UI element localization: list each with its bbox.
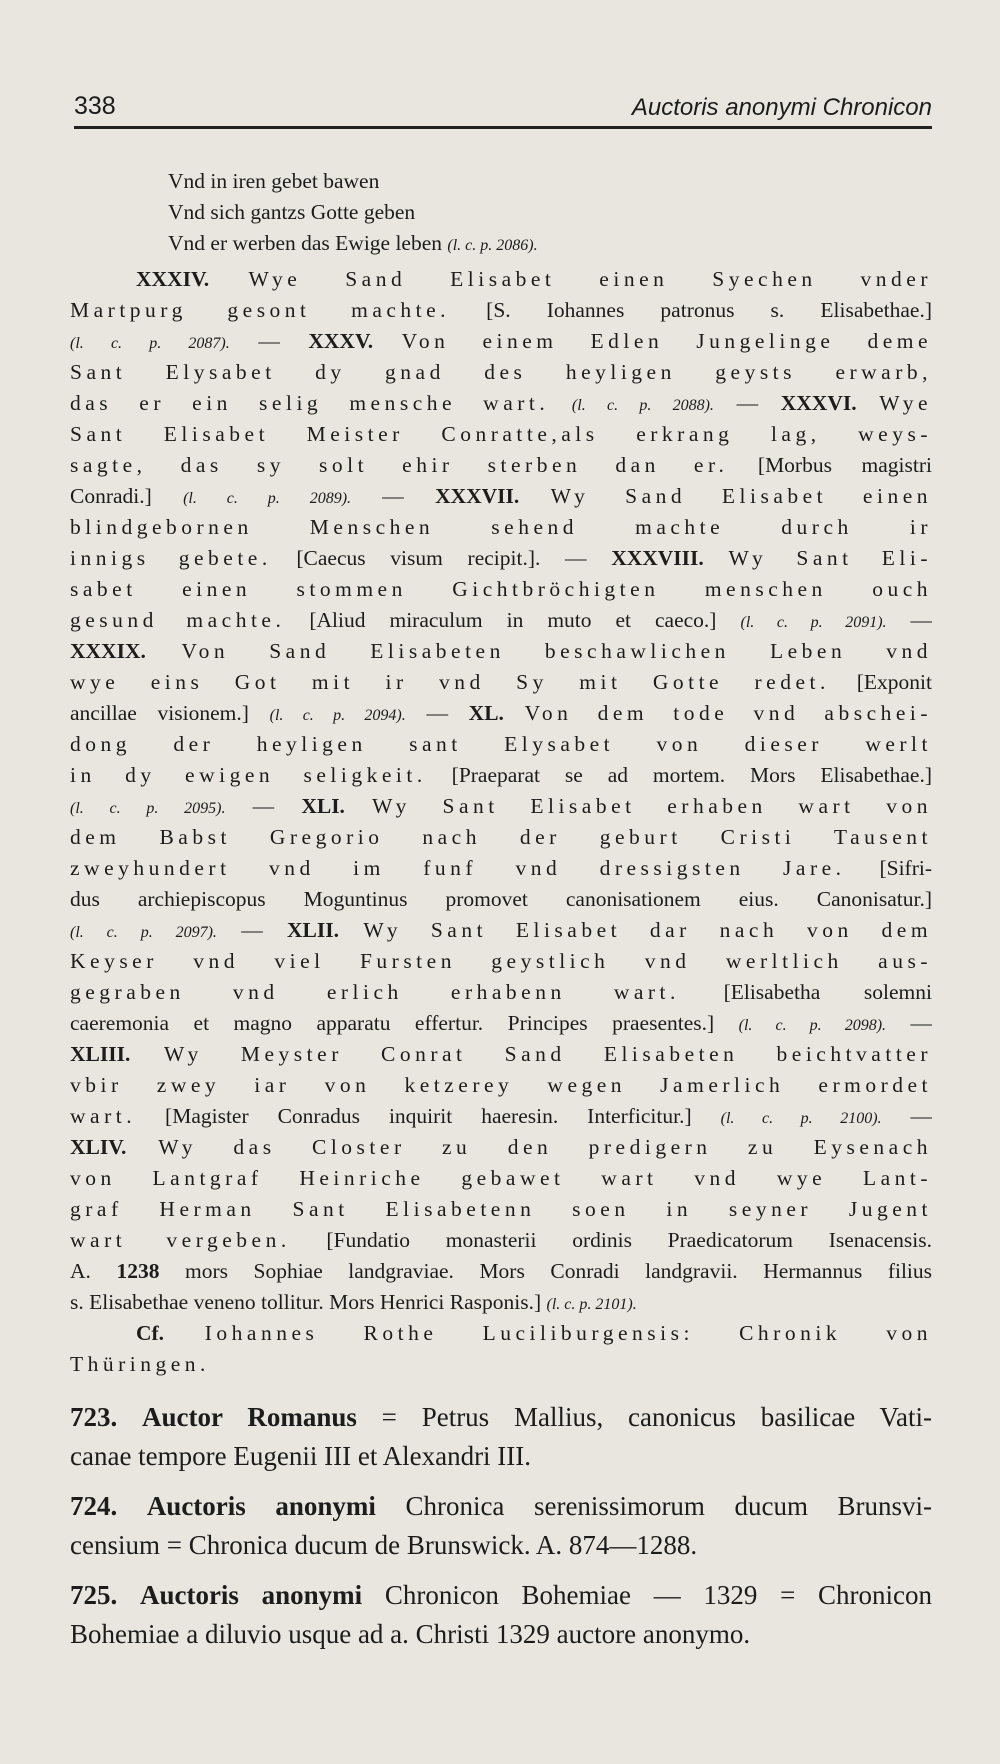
verse-line: Vnd er werben das Ewige leben (l. c. p. 2086). bbox=[168, 231, 538, 255]
text-line: zweyhundert vnd im funf vnd dressigsten Jare. [Sifri- bbox=[70, 856, 932, 880]
entry-head: Auctoris anonymi bbox=[146, 1491, 376, 1521]
chapter-number: XXXVIII. bbox=[611, 546, 704, 570]
latin-note: [Exponit bbox=[856, 670, 932, 694]
text-line: Sant Elisabet Meister Conratte,als erkrang lag, weys- bbox=[70, 422, 932, 446]
text-line: gesund machte. [Aliud miraculum in muto et caeco.] (l. c. p. 2091). — bbox=[70, 608, 932, 632]
page-number: 338 bbox=[74, 92, 116, 120]
entry-724: 724. Auctoris anonymi Chronica serenissimorum ducum Brunsvi- bbox=[70, 1491, 932, 1521]
chapter-number: XXXVII. bbox=[435, 484, 520, 508]
text-line: XXXIV. Wye Sand Elisabet einen Syechen vnder bbox=[136, 267, 932, 291]
latin-note: [Praeparat se ad mortem. Mors Elisabethae.] bbox=[451, 763, 932, 787]
latin-note: [Aliud miraculum in muto et caeco.] bbox=[309, 608, 717, 632]
text-line: (l. c. p. 2095). — XLI. Wy Sant Elisabet erhaben wart von bbox=[70, 794, 932, 818]
entry-725: 725. Auctoris anonymi Chronicon Bohemiae — 1329 = Chronicon bbox=[70, 1580, 932, 1610]
text-line: blindgebornen Menschen sehend machte durch ir bbox=[70, 515, 932, 539]
text-line: caeremonia et magno apparatu effertur. Principes praesentes.] (l. c. p. 2098). — bbox=[70, 1011, 932, 1035]
text-line: (l. c. p. 2087). — XXXV. Von einem Edlen Jungelinge deme bbox=[70, 329, 932, 353]
latin-note: [Morbus magistri bbox=[757, 453, 932, 477]
latin-note: caeremonia et magno apparatu effertur. Principes praesentes.] bbox=[70, 1011, 715, 1035]
text-line: sabet einen stommen Gichtbröchigten menschen ouch bbox=[70, 577, 932, 601]
chapter-number: XLIV. bbox=[70, 1135, 127, 1159]
entry-723-cont: canae tempore Eugenii III et Alexandri III. bbox=[70, 1441, 532, 1471]
entry-725-cont: Bohemiae a diluvio usque ad a. Christi 1329 auctore anonymo. bbox=[70, 1619, 751, 1649]
text-line: von Lantgraf Heinriche gebawet wart vnd wye Lant- bbox=[70, 1166, 932, 1190]
entry-number: 724. bbox=[70, 1491, 118, 1521]
entry-head: Auctor Romanus bbox=[142, 1402, 357, 1432]
chapter-number: XLI. bbox=[301, 794, 345, 818]
text-line: sagte, das sy solt ehir sterben dan er. [Morbus magistri bbox=[70, 453, 932, 477]
text-line: Martpurg gesont machte. [S. Iohannes patronus s. Elisabethae.] bbox=[70, 298, 932, 322]
latin-note: [Fundatio monasterii ordinis Praedicatorum Isenacensis. bbox=[326, 1228, 932, 1252]
text-line: s. Elisabethae veneno tollitur. Mors Henrici Rasponis.] (l. c. p. 2101). bbox=[70, 1290, 637, 1314]
text-line: das er ein selig mensche wart. (l. c. p. 2088). — XXXVI. Wye bbox=[70, 391, 932, 415]
entry-head: Auctoris anonymi bbox=[139, 1580, 363, 1610]
text-line: ancillae visionem.] (l. c. p. 2094). — XL. Von dem tode vnd abschei- bbox=[70, 701, 932, 725]
running-title: Auctoris anonymi Chronicon bbox=[631, 94, 932, 121]
chapter-number: XXXIV. bbox=[136, 267, 210, 291]
chapter-number: XXXIX. bbox=[70, 639, 146, 663]
text-line: XXXIX. Von Sand Elisabeten beschawlichen Leben vnd bbox=[70, 639, 932, 663]
text-line: Conradi.] (l. c. p. 2089). — XXXVII. Wy Sand Elisabet einen bbox=[70, 484, 932, 508]
chapter-number: XXXVI. bbox=[780, 391, 857, 415]
text-line: (l. c. p. 2097). — XLII. Wy Sant Elisabet dar nach von dem bbox=[70, 918, 932, 942]
text-line: graf Herman Sant Elisabetenn soen in seyner Jugent bbox=[70, 1197, 932, 1221]
verse-line: Vnd sich gantzs Gotte geben bbox=[168, 200, 416, 224]
text-line: in dy ewigen seligkeit. [Praeparat se ad mortem. Mors Elisabethae.] bbox=[70, 763, 932, 787]
chapter-number: XLII. bbox=[287, 918, 340, 942]
text-line: Thüringen. bbox=[70, 1352, 210, 1376]
chapter-number: XL. bbox=[468, 701, 504, 725]
entry-number: 725. bbox=[70, 1580, 118, 1610]
text-line: innigs gebete. [Caecus visum recipit.]. — XXXVIII. Wy Sant Eli- bbox=[70, 546, 932, 570]
page-header bbox=[74, 92, 932, 129]
year: 1238 bbox=[116, 1259, 160, 1283]
entry-723: 723. Auctor Romanus = Petrus Mallius, canonicus basilicae Vati- bbox=[70, 1402, 932, 1432]
latin-note: [Magister Conradus inquirit haeresin. Interficitur.] bbox=[165, 1104, 692, 1128]
entry-724-cont: censium = Chronica ducum de Brunswick. A. 874—1288. bbox=[70, 1530, 698, 1560]
text-line: dong der heyligen sant Elysabet von dieser werlt bbox=[70, 732, 932, 756]
verse-line: Vnd in iren gebet bawen bbox=[168, 169, 380, 193]
text-line: A. 1238 mors Sophiae landgraviae. Mors Conradi landgravii. Hermannus filius bbox=[70, 1259, 932, 1283]
latin-note: [S. Iohannes patronus s. Elisabethae.] bbox=[486, 298, 932, 322]
entry-number: 723. bbox=[70, 1402, 118, 1432]
text-line: wart. [Magister Conradus inquirit haeresin. Interficitur.] (l. c. p. 2100). — bbox=[70, 1104, 932, 1128]
text-line: vbir zwey iar von ketzerey wegen Jamerlich ermordet bbox=[70, 1073, 932, 1097]
latin-note: [Caecus visum recipit.]. bbox=[296, 546, 541, 570]
chapter-number: XXXV. bbox=[308, 329, 374, 353]
text-line: wye eins Got mit ir vnd Sy mit Gotte redet. [Exponit bbox=[70, 670, 932, 694]
latin-note: [Elisabetha solemni bbox=[723, 980, 932, 1004]
text-line: gegraben vnd erlich erhabenn wart. [Elisabetha solemni bbox=[70, 980, 932, 1004]
latin-note: [Sifri- bbox=[879, 856, 932, 880]
latin-note: dus archiepiscopus Moguntinus promovet canonisationem eius. Canonisatur.] bbox=[70, 887, 932, 911]
text-line: XLIII. Wy Meyster Conrat Sand Elisabeten beichtvatter bbox=[70, 1042, 932, 1066]
text-line: Keyser vnd viel Fursten geystlich vnd werltlich aus- bbox=[70, 949, 932, 973]
text-line: Cf. Iohannes Rothe Luciliburgensis: Chronik von bbox=[136, 1321, 932, 1345]
cf-label: Cf. bbox=[136, 1321, 165, 1345]
page-reference: (l. c. p. 2086). bbox=[447, 237, 538, 254]
text-line: wart vergeben. [Fundatio monasterii ordinis Praedicatorum Isenacensis. bbox=[70, 1228, 932, 1252]
text-line: XLIV. Wy das Closter zu den predigern zu Eysenach bbox=[70, 1135, 932, 1159]
text-line: Sant Elysabet dy gnad des heyligen geysts erwarb, bbox=[70, 360, 932, 384]
latin-note: s. Elisabethae veneno tollitur. Mors Henrici Rasponis.] bbox=[70, 1290, 542, 1314]
chapter-number: XLIII. bbox=[70, 1042, 131, 1066]
latin-note: mors Sophiae landgraviae. Mors Conradi landgravii. Hermannus filius bbox=[184, 1259, 932, 1283]
text-line: dem Babst Gregorio nach der geburt Cristi Tausent bbox=[70, 825, 932, 849]
text-line bbox=[70, 884, 932, 914]
